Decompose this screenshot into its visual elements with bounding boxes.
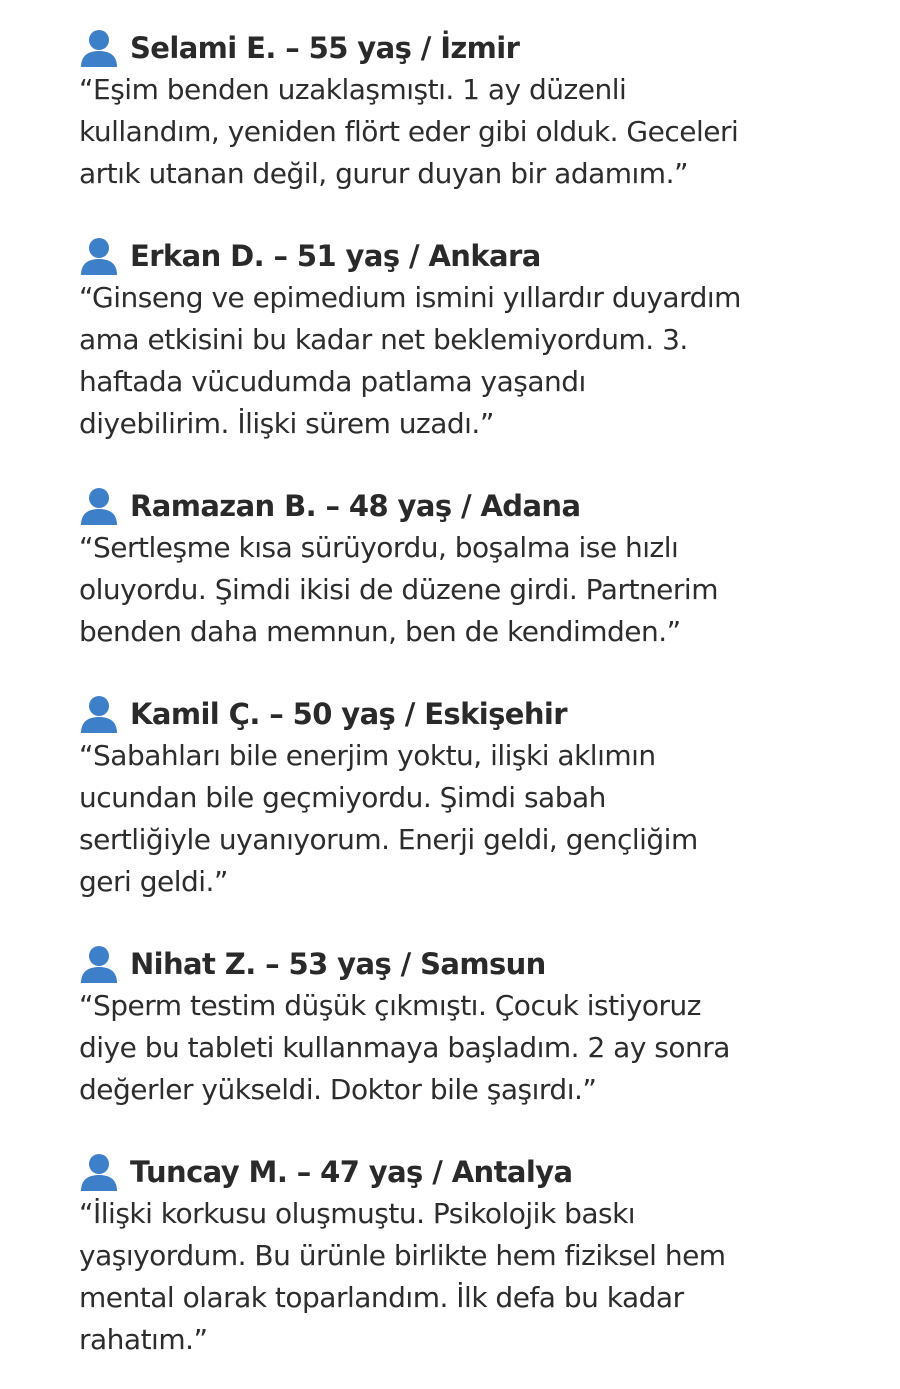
testimonial-name: Erkan D. – 51 yaş / Ankara	[130, 239, 541, 273]
testimonial-item	[79, 235, 840, 445]
testimonial-item	[79, 485, 840, 653]
testimonial-quote: “Sperm testim düşük çıkmıştı. Çocuk istiyoruz diye bu tableti kullanmaya başladım. 2 ay sonra değerler yükseldi. Doktor bile şaşırdı.”	[79, 989, 730, 1106]
testimonial-item	[79, 1151, 840, 1361]
testimonial-header	[79, 485, 840, 527]
testimonial-header	[79, 1151, 840, 1193]
user-icon	[79, 29, 119, 67]
testimonial-name: Ramazan B. – 48 yaş / Adana	[130, 489, 581, 523]
user-icon	[79, 1153, 119, 1191]
testimonial-quote: “Sertleşme kısa sürüyordu, boşalma ise hızlı oluyordu. Şimdi ikisi de düzene girdi. Partnerim benden daha memnun, ben de kendimden.”	[79, 531, 718, 648]
user-icon	[79, 695, 119, 733]
testimonial-quote: “İlişki korkusu oluşmuştu. Psikolojik baskı yaşıyordum. Bu ürünle birlikte hem fiziksel hem mental olarak toparlandım. İlk defa bu kadar rahatım.”	[79, 1197, 726, 1356]
testimonial-name: Nihat Z. – 53 yaş / Samsun	[130, 947, 546, 981]
testimonial-name: Kamil Ç. – 50 yaş / Eskişehir	[130, 697, 567, 731]
testimonial-quote: “Eşim benden uzaklaşmıştı. 1 ay düzenli kullandım, yeniden flört eder gibi olduk. Geceleri artık utanan değil, gurur duyan bir adamım.”	[79, 73, 739, 190]
user-icon	[79, 237, 119, 275]
testimonial-quote: “Ginseng ve epimedium ismini yıllardır duyardım ama etkisini bu kadar net beklemiyordum. 3. haftada vücudumda patlama yaşandı diyebilirim. İlişki sürem uzadı.”	[79, 281, 741, 440]
testimonial-item	[79, 943, 840, 1111]
testimonial-name: Selami E. – 55 yaş / İzmir	[130, 31, 520, 65]
testimonial-name: Tuncay M. – 47 yaş / Antalya	[130, 1155, 573, 1189]
testimonial-item	[79, 693, 840, 903]
testimonial-header	[79, 235, 840, 277]
user-icon	[79, 945, 119, 983]
testimonial-header	[79, 693, 840, 735]
testimonial-header	[79, 943, 840, 985]
testimonial-item	[79, 27, 840, 195]
testimonial-quote: “Sabahları bile enerjim yoktu, ilişki aklımın ucundan bile geçmiyordu. Şimdi sabah sertliğiyle uyanıyorum. Enerji geldi, gençliğim geri geldi.”	[79, 739, 698, 898]
testimonial-header	[79, 27, 840, 69]
user-icon	[79, 487, 119, 525]
